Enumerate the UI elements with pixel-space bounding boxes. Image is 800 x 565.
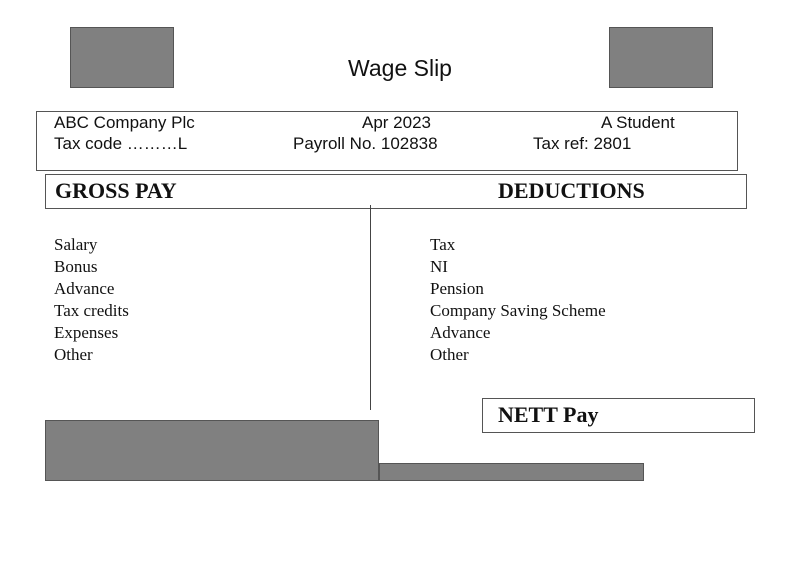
deductions-total-placeholder: [379, 463, 644, 481]
gross-pay-item-other: Other: [54, 345, 93, 364]
deduction-item-ni: NI: [430, 257, 448, 276]
gross-pay-item-salary: Salary: [54, 235, 98, 254]
payroll-number: Payroll No. 102838: [293, 134, 438, 153]
deductions-list: [430, 234, 606, 366]
gross-pay-item-tax-credits: Tax credits: [54, 301, 129, 320]
deduction-item-pension: Pension: [430, 279, 484, 298]
logo-placeholder-left: [70, 27, 174, 88]
deduction-item-tax: Tax: [430, 235, 456, 254]
gross-pay-item-advance: Advance: [54, 279, 115, 298]
deductions-heading: DEDUCTIONS: [498, 178, 645, 203]
deduction-item-company-saving-scheme: Company Saving Scheme: [430, 301, 606, 320]
tax-code: Tax code ………L: [54, 134, 188, 153]
gross-pay-heading: GROSS PAY: [55, 178, 177, 203]
gross-pay-item-bonus: Bonus: [54, 257, 98, 276]
document-title: Wage Slip: [348, 55, 452, 81]
tax-reference: Tax ref: 2801: [533, 134, 632, 153]
gross-pay-item-expenses: Expenses: [54, 323, 119, 342]
deduction-item-advance: Advance: [430, 323, 491, 342]
gross-total-placeholder: [45, 420, 379, 481]
logo-placeholder-right: [609, 27, 713, 88]
gross-pay-list: [54, 234, 129, 366]
column-divider: [370, 205, 371, 410]
pay-period: Apr 2023: [362, 113, 431, 132]
employee-name: A Student: [601, 113, 675, 132]
nett-pay-label: NETT Pay: [498, 402, 599, 427]
company-name: ABC Company Plc: [54, 113, 195, 132]
deduction-item-other: Other: [430, 345, 469, 364]
